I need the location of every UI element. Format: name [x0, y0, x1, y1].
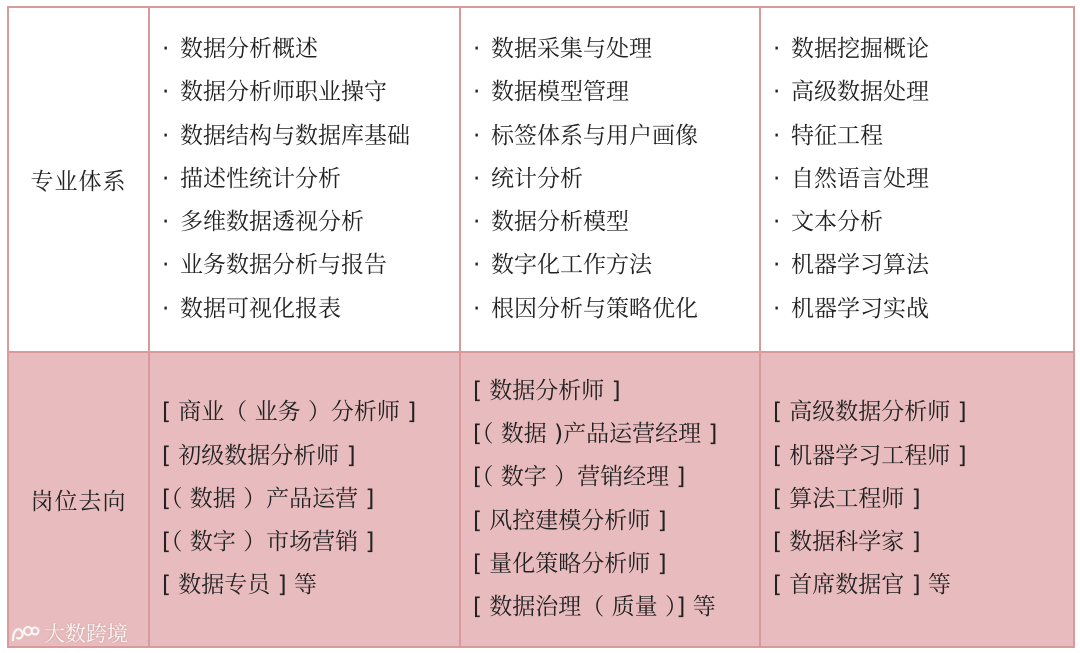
bullet-dot: ·	[473, 79, 481, 106]
bullet-dot: ·	[162, 209, 170, 236]
bullet-dot: ·	[773, 165, 781, 192]
list-item	[162, 28, 459, 71]
list-item	[473, 115, 759, 158]
watermark	[10, 618, 128, 648]
list-item-text: 根因分析与策略优化	[491, 295, 698, 322]
list-item	[473, 28, 759, 71]
career-list	[761, 391, 1073, 607]
bullet-dot: ·	[162, 122, 170, 149]
list-item-text: [ 首席数据官 ] 等	[773, 572, 951, 599]
list-item-text: 统计分析	[491, 165, 583, 192]
list-item-text: [ 数据治理（ 质量 ）] 等	[473, 594, 716, 621]
table-row-careers	[8, 352, 1074, 647]
list-item	[473, 413, 759, 456]
list-item	[473, 158, 759, 201]
list-item	[473, 201, 759, 244]
list-item	[162, 391, 459, 434]
list-item	[162, 158, 459, 201]
list-item-text: 数据模型管理	[491, 79, 629, 106]
bullet-dot: ·	[773, 209, 781, 236]
bullet-dot: ·	[773, 35, 781, 62]
list-item-text: 数据分析师职业操守	[180, 79, 387, 106]
bullet-dot: ·	[773, 295, 781, 322]
bullet-dot: ·	[473, 122, 481, 149]
bullet-dot: ·	[473, 209, 481, 236]
curriculum-table	[7, 6, 1075, 648]
list-item-text: 机器学习算法	[791, 252, 929, 279]
list-item	[162, 521, 459, 564]
career-list	[150, 391, 459, 607]
course-list	[461, 28, 759, 331]
list-item-text: [（ 数据 )产品运营经理 ]	[473, 420, 718, 447]
list-item	[773, 564, 1073, 607]
list-item	[773, 115, 1073, 158]
list-item-text: 数据分析模型	[491, 209, 629, 236]
course-list	[150, 28, 459, 331]
list-item-text: 数据结构与数据库基础	[180, 122, 410, 149]
list-item	[773, 391, 1073, 434]
list-item-text: 多维数据透视分析	[180, 209, 364, 236]
list-item	[773, 435, 1073, 478]
bullet-dot: ·	[162, 165, 170, 192]
cell-level-1-careers	[149, 352, 460, 647]
list-item-text: [ 风控建模分析师 ]	[473, 507, 667, 534]
list-item	[473, 586, 759, 629]
bullet-dot: ·	[162, 295, 170, 322]
list-item	[162, 115, 459, 158]
list-item	[473, 244, 759, 287]
list-item	[773, 288, 1073, 331]
cell-level-3-careers	[760, 352, 1074, 647]
bullet-dot: ·	[773, 122, 781, 149]
list-item-text: [ 机器学习工程师 ]	[773, 442, 967, 469]
list-item-text: [（ 数据 ）产品运营 ]	[162, 485, 375, 512]
career-list	[461, 370, 759, 630]
list-item	[162, 71, 459, 114]
list-item-text: [（ 数字 ）市场营销 ]	[162, 529, 375, 556]
row-label-curriculum: 专业体系	[8, 7, 149, 352]
list-item	[773, 521, 1073, 564]
list-item	[773, 201, 1073, 244]
bullet-dot: ·	[473, 165, 481, 192]
list-item	[473, 288, 759, 331]
list-item	[473, 370, 759, 413]
list-item-text: 自然语言处理	[791, 165, 929, 192]
list-item-text: [ 数据分析师 ]	[473, 377, 621, 404]
list-item-text: 数据采集与处理	[491, 35, 652, 62]
bullet-dot: ·	[162, 35, 170, 62]
list-item	[162, 244, 459, 287]
table-row-curriculum	[8, 7, 1074, 352]
brand-logo-icon	[10, 622, 40, 644]
list-item-text: 机器学习实战	[791, 295, 929, 322]
course-list	[761, 28, 1073, 331]
cell-level-1	[149, 7, 460, 352]
list-item-text: 特征工程	[791, 122, 883, 149]
list-item-text: 文本分析	[791, 209, 883, 236]
list-item	[773, 478, 1073, 521]
list-item-text: 数据挖掘概论	[791, 35, 929, 62]
list-item	[473, 456, 759, 499]
list-item	[162, 564, 459, 607]
list-item	[162, 435, 459, 478]
list-item-text: [ 数据科学家 ]	[773, 529, 921, 556]
bullet-dot: ·	[162, 252, 170, 279]
list-item-text: 高级数据处理	[791, 79, 929, 106]
list-item-text: 数据可视化报表	[180, 295, 341, 322]
list-item	[773, 28, 1073, 71]
list-item-text: [ 商业（ 业务 ）分析师 ]	[162, 399, 417, 426]
list-item-text: [ 量化策略分析师 ]	[473, 550, 667, 577]
list-item	[473, 71, 759, 114]
list-item-text: [ 算法工程师 ]	[773, 485, 921, 512]
list-item-text: 标签体系与用户画像	[491, 122, 698, 149]
bullet-dot: ·	[773, 79, 781, 106]
cell-level-2	[460, 7, 760, 352]
list-item	[773, 71, 1073, 114]
list-item	[773, 158, 1073, 201]
list-item	[773, 244, 1073, 287]
list-item-text: 业务数据分析与报告	[180, 252, 387, 279]
list-item	[473, 543, 759, 586]
list-item	[162, 478, 459, 521]
list-item-text: [ 初级数据分析师 ]	[162, 442, 356, 469]
list-item	[473, 500, 759, 543]
row-label-careers: 岗位去向	[8, 352, 149, 647]
list-item	[162, 201, 459, 244]
list-item-text: [ 数据专员 ] 等	[162, 572, 317, 599]
watermark-text: 大数跨境	[44, 622, 128, 646]
list-item-text: 数据分析概述	[180, 35, 318, 62]
bullet-dot: ·	[773, 252, 781, 279]
bullet-dot: ·	[473, 252, 481, 279]
bullet-dot: ·	[473, 295, 481, 322]
list-item-text: [ 高级数据分析师 ]	[773, 399, 967, 426]
list-item-text: 数字化工作方法	[491, 252, 652, 279]
list-item	[162, 288, 459, 331]
cell-level-3	[760, 7, 1074, 352]
bullet-dot: ·	[473, 35, 481, 62]
cell-level-2-careers	[460, 352, 760, 647]
bullet-dot: ·	[162, 79, 170, 106]
list-item-text: 描述性统计分析	[180, 165, 341, 192]
list-item-text: [（ 数字 ）营销经理 ]	[473, 464, 686, 491]
